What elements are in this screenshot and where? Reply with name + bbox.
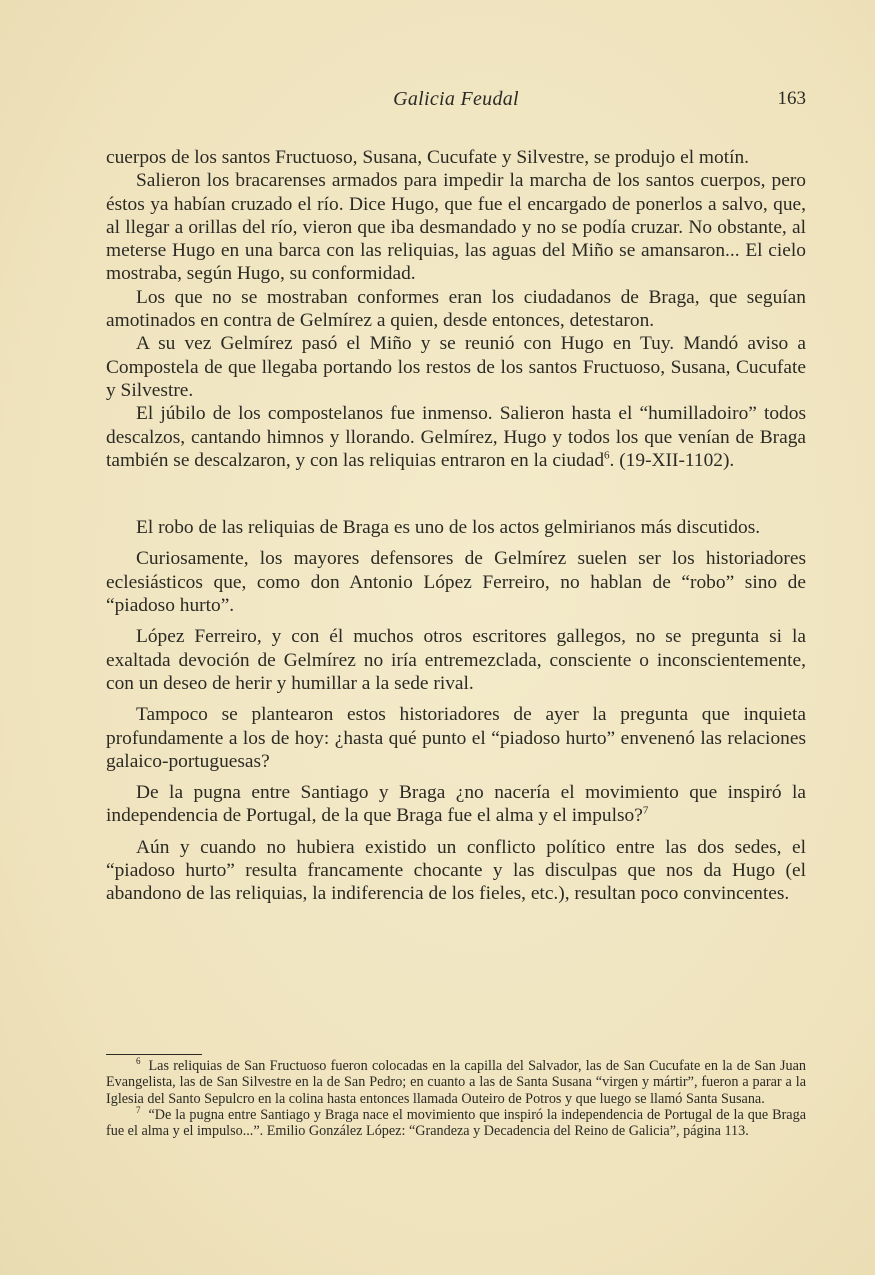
footnote-number: 7 (136, 1105, 141, 1116)
running-head (106, 88, 806, 116)
paragraph (106, 781, 806, 828)
running-title: Galicia Feudal (393, 88, 519, 110)
paragraph: cuerpos de los santos Fructuoso, Susana, Cucufate y Silvestre, se produjo el motín. (106, 147, 750, 168)
paragraph: El robo de las reliquias de Braga es uno de los actos gelmirianos más discutidos. (136, 517, 761, 539)
paragraph-text: De la pugna entre Santiago y Braga ¿no nacería el movimiento que inspiró la independencia de Portugal, de la que Braga fue el alma y el impulso? (106, 782, 806, 827)
footnote-reference: 7 (642, 804, 649, 817)
footnotes (106, 1058, 806, 1139)
paragraph: Salieron los bracarenses armados para impedir la marcha de los santos cuerpos, pero éstos ya habían cruzado el río. Dice Hugo, que fue el encargado de ponerlos a salvo, que, al llegar a orillas del río, vieron que iba desmandado y no se podía cruzar. No obstante, al meterse Hugo en una barca con las reliquias, las aguas del Miño se amansaron... El cielo mostraba, según Hugo, su conformidad. (106, 170, 806, 285)
footnote-reference: 6 (604, 449, 610, 462)
paragraph-text: . (19-XII-1102). (609, 449, 735, 471)
page-number: 163 (777, 88, 806, 109)
section-break (106, 472, 806, 516)
footnote-divider (106, 1054, 202, 1055)
paragraph (106, 402, 806, 472)
footnote-number: 6 (136, 1056, 141, 1067)
paragraph-text: El júbilo de los compostelanos fue inmenso. Salieron hasta el “humilladoiro” todos descalzos, cantando himnos y llorando. Gelmírez, Hugo y todos los que venían de Braga también se descalzaron, y con las reliquias entraron en la ciudad (106, 403, 806, 471)
paragraph: López Ferreiro, y con él muchos otros escritores gallegos, no se pregunta si la exaltada devoción de Gelmírez no iría entremezclada, consciente o inconscientemente, con un deseo de herir y humillar a la sede rival. (106, 626, 806, 694)
footnote (106, 1107, 806, 1140)
footnote-text: “De la pugna entre Santiago y Braga nace el movimiento que inspiró la independencia de Portugal de la que Braga fue el alma y el impulso...”. Emilio González López: “Grandeza y Decadencia del Reino de Galicia”, página 113. (106, 1106, 806, 1140)
paragraph: Los que no se mostraban conformes eran los ciudadanos de Braga, que seguían amotinados en contra de Gelmírez a quien, desde entonces, detestaron. (106, 286, 806, 332)
footnote-text: Las reliquias de San Fructuoso fueron colocadas en la capilla del Salvador, las de San Cucufate en la de San Juan Evangelista, las de San Silvestre en la de San Pedro; en cuanto a las de Santa Susana “virgen y mártir”, fueron a parar a la Iglesia del Santo Sepulcro en la colina hasta entonces llamada Outeiro de Potros y que luego se llamó Santa Susana. (106, 1058, 806, 1107)
body-text (106, 146, 806, 906)
paragraph: A su vez Gelmírez pasó el Miño y se reunió con Hugo en Tuy. Mandó aviso a Compostela de que llegaba portando los restos de los santos Fructuoso, Susana, Cucufate y Silvestre. (106, 333, 806, 401)
paragraph: Curiosamente, los mayores defensores de Gelmírez suelen ser los historiadores eclesiásticos que, como don Antonio López Ferreiro, no hablan de “robo” sino de “piadoso hurto”. (106, 548, 806, 617)
footnote (106, 1058, 806, 1107)
paragraph: Tampoco se plantearon estos historiadores de ayer la pregunta que inquieta profundamente a los de hoy: ¿hasta qué punto el “piadoso hurto” envenenó las relaciones galaico-portuguesas? (106, 704, 806, 772)
paragraph: Aún y cuando no hubiera existido un conflicto político entre las dos sedes, el “piadoso hurto” resulta francamente chocante y las disculpas que nos da Hugo (el abandono de las reliquias, la indiferencia de los fieles, etc.), resultan poco convincentes. (106, 836, 806, 905)
